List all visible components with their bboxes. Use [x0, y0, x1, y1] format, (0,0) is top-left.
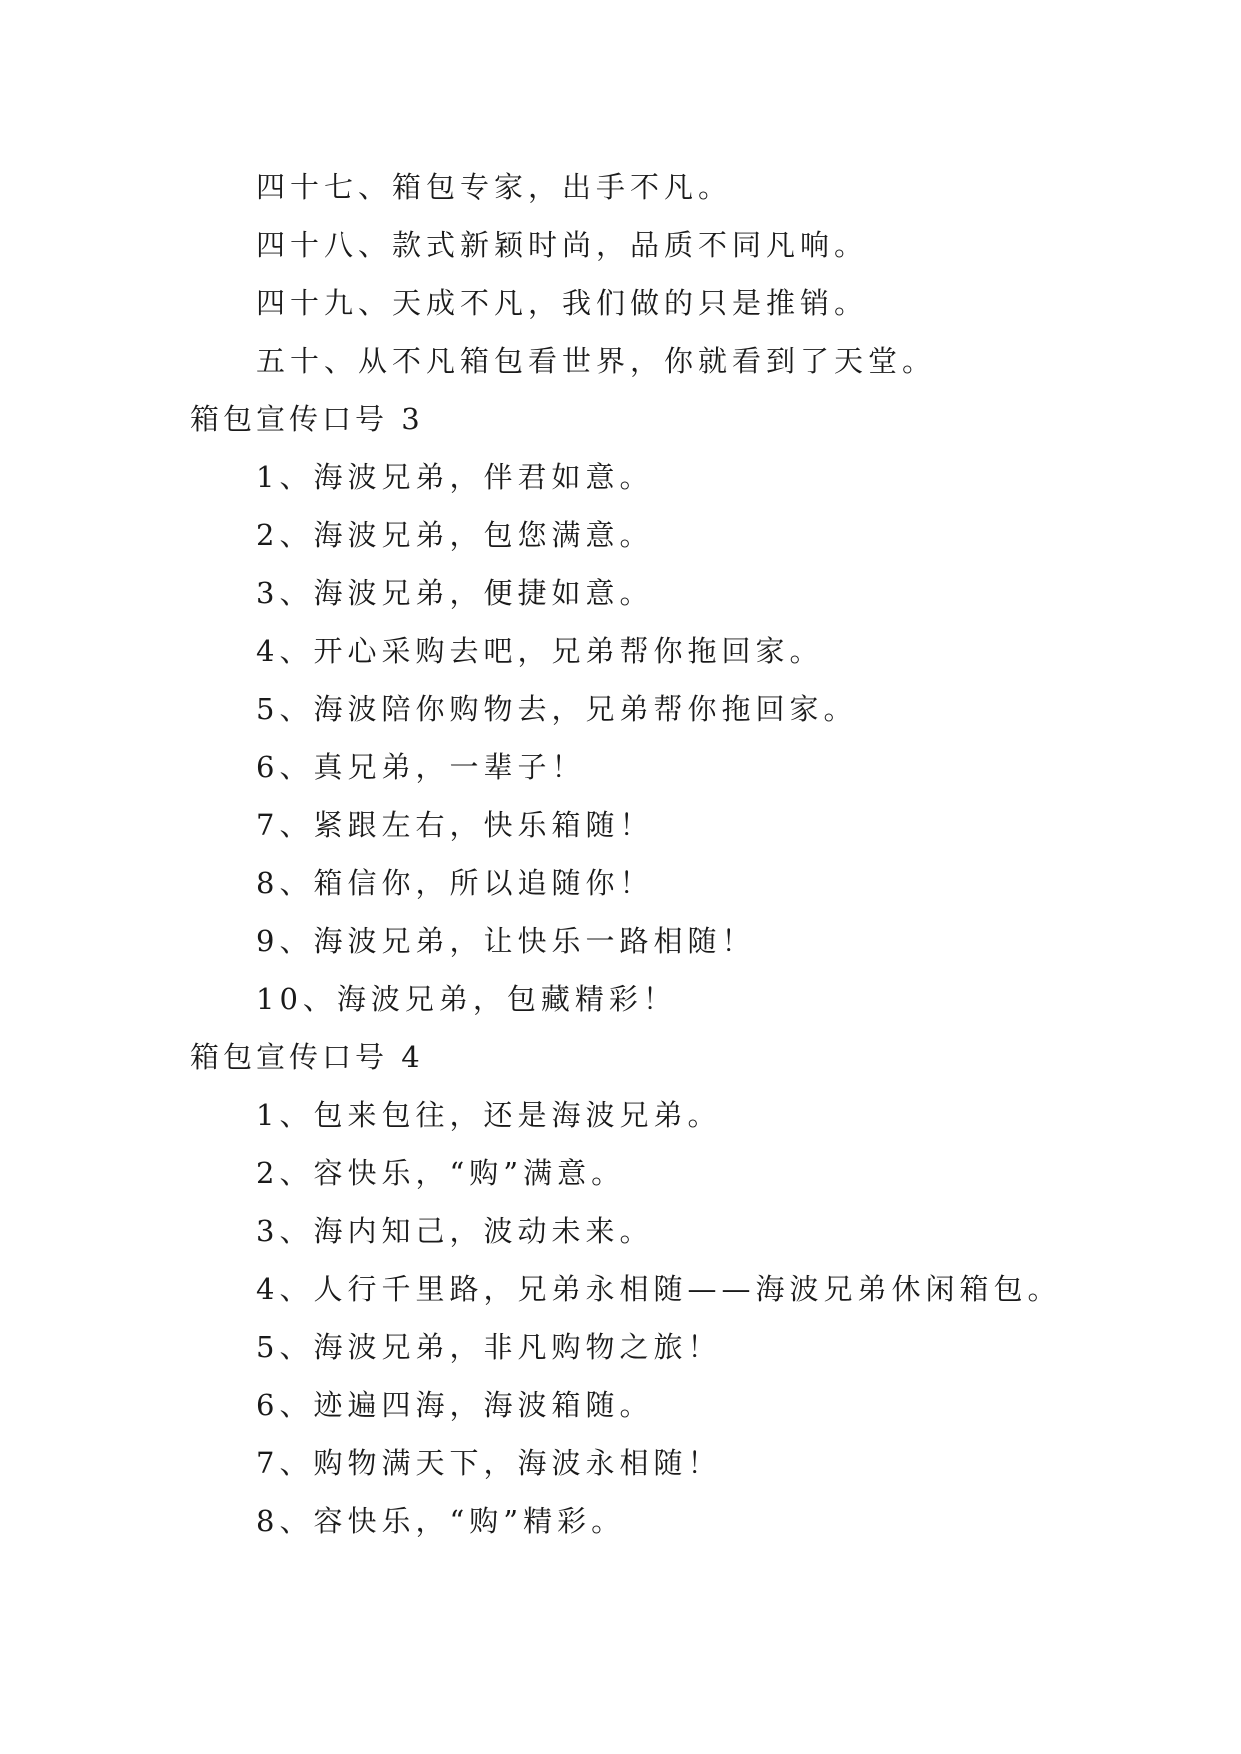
section-3-item-2: 2、海波兄弟，包您满意。: [256, 518, 654, 552]
slogan-49: 四十九、天成不凡，我们做的只是推销。: [256, 286, 869, 320]
section-4-item-2: 2、容快乐，“购”满意。: [256, 1156, 626, 1190]
section-3-item-7: 7、紧跟左右，快乐箱随！: [256, 808, 654, 842]
section-4-item-1: 1、包来包往，还是海波兄弟。: [256, 1098, 722, 1132]
section-4-item-5: 5、海波兄弟，非凡购物之旅！: [256, 1330, 722, 1364]
section-3-item-10: 10、海波兄弟，包藏精彩！: [256, 982, 677, 1016]
section-3-heading: 箱包宣传口号 3: [190, 402, 424, 436]
section-3-item-1: 1、海波兄弟，伴君如意。: [256, 460, 654, 494]
slogan-48: 四十八、款式新颖时尚，品质不同凡响。: [256, 228, 869, 262]
section-3-item-8: 8、箱信你，所以追随你！: [256, 866, 654, 900]
section-4-item-6: 6、迹遍四海，海波箱随。: [256, 1388, 654, 1422]
section-4-item-8: 8、容快乐，“购”精彩。: [256, 1504, 626, 1538]
section-3-item-4: 4、开心采购去吧，兄弟帮你拖回家。: [256, 634, 824, 668]
section-4-item-4: 4、人行千里路，兄弟永相随——海波兄弟休闲箱包。: [256, 1272, 1062, 1306]
section-4-item-7: 7、购物满天下，海波永相随！: [256, 1446, 722, 1480]
section-4-item-3: 3、海内知己，波动未来。: [256, 1214, 654, 1248]
section-3-item-9: 9、海波兄弟，让快乐一路相随！: [256, 924, 756, 958]
slogan-47: 四十七、箱包专家，出手不凡。: [256, 170, 733, 204]
section-3-item-5: 5、海波陪你购物去，兄弟帮你拖回家。: [256, 692, 858, 726]
section-3-item-6: 6、真兄弟，一辈子！: [256, 750, 586, 784]
section-4-heading: 箱包宣传口号 4: [190, 1040, 424, 1074]
document-body: [190, 158, 1070, 1550]
slogan-50: 五十、从不凡箱包看世界，你就看到了天堂。: [256, 344, 937, 378]
section-3-item-3: 3、海波兄弟，便捷如意。: [256, 576, 654, 610]
